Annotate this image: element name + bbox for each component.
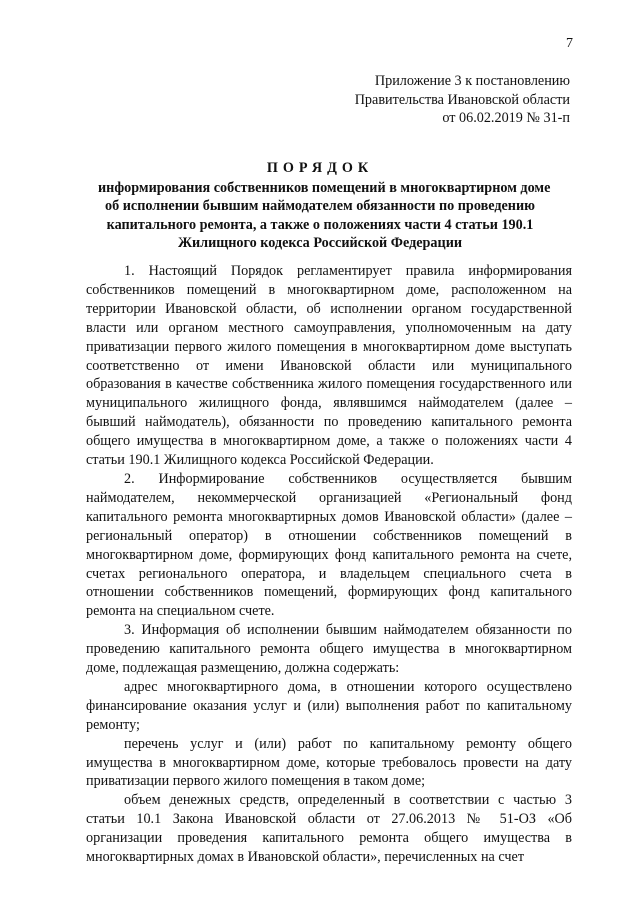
appendix-line-1: Приложение 3 к постановлению [374,73,570,89]
paragraph-funds-volume: объем денежных средств, определенный в соответствии с частью 3 статьи 10.1 Закона Ивановской области от 27.06.2013 № 51-ОЗ «Об организации проведения капитального ремонта общего имущества в многоквартирных домах в Ивановской области», перечисленных на счет [86,792,572,866]
paragraph-1: 1. Настоящий Порядок регламентирует правила информирования собственников помещений в многоквартирном доме, расположенном на территории Ивановской области, об исполнении органом государственной власти или органом местного самоуправления, уполномоченным на дату приватизации первого жилого помещения в многоквартирном доме выступать соответственно от имени Ивановской области или муниципального образования в качестве собственника жилого помещения государственного или муниципального жилищного фонда, являвшимся наймодателем (далее – бывший наймодатель), обязанности по проведению капитального ремонта общего имущества в многоквартирном доме, а также о положениях части 4 статьи 190.1 Жилищного кодекса Российской Федерации. [86,263,572,469]
title-line-1: информирования собственников помещений в многоквартирном доме [98,179,551,196]
paragraph-services-list: перечень услуг и (или) работ по капитальному ремонту общего имущества в многоквартирном доме, которые требовалось провести на дату приватизации первого жилого помещения в таком доме; [86,735,572,790]
document-title [98,159,551,253]
appendix-reference [355,72,570,128]
title-line-3: капитального ремонта, а также о положениях части 4 статьи 190.1 [106,216,534,233]
title-heading: ПОРЯДОК [266,160,374,176]
page-number: 7 [566,36,573,51]
appendix-line-3: от 06.02.2019 № 31-п [442,110,570,126]
title-line-4: Жилищного кодекса Российской Федерации [177,235,463,251]
document-body [86,262,572,867]
paragraph-address: адрес многоквартирного дома, в отношении которого осуществлено финансирование оказания услуг и (или) выполнения работ по капитальному ремонту; [86,678,572,733]
appendix-line-2: Правительства Ивановской области [354,91,570,108]
paragraph-2: 2. Информирование собственников осуществляется бывшим наймодателем, некоммерческой организацией «Региональный фонд капитального ремонта многоквартирных домов Ивановской области» (далее – региональный оператор) в отношении собственников помещений в многоквартирном доме, формирующих фонд капитального ремонта на счете, счетах регионального оператора, и владельцем специального счета в отношении собственников помещений, формирующих фонд капитального ремонта на специальном счете. [86,470,572,620]
paragraph-3: 3. Информация об исполнении бывшим наймодателем обязанности по проведению капитального ремонта общего имущества в многоквартирном доме, подлежащая размещению, должна содержать: [86,622,572,677]
title-line-2: об исполнении бывшим наймодателем обязанности по проведению [104,198,535,214]
